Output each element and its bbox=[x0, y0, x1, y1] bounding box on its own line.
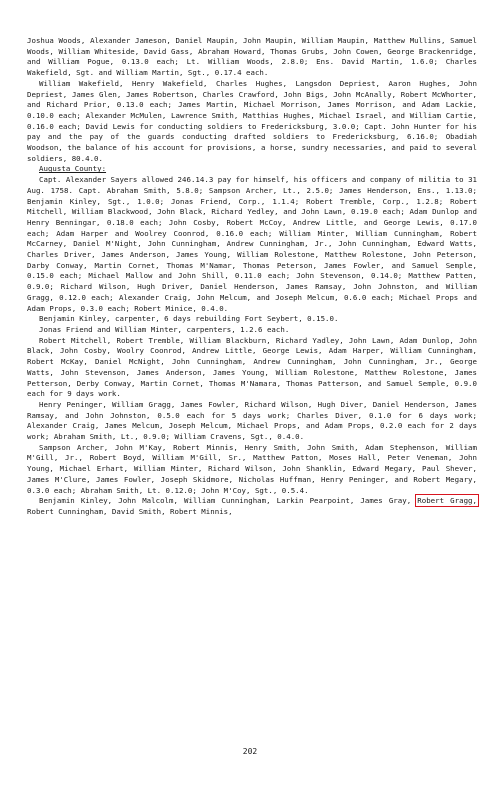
paragraph-7: Henry Peninger, William Gragg, James Fowler, Richard Wilson, Hugh Diver, Daniel Henderson, James Ramsay, and John Johnston, 0.5.0 each for 5 days work; Charles Diver, 0.1.0 for 6 days work; Alexander Craig, James Melcum, Joseph Melcum, Michael Props, and Adam Props, 0.2.0 each for 2 days work; Abraham Smith, Lt., 0.9.0; William Cravens, Sgt., 0.4.0. bbox=[27, 399, 477, 442]
section-heading-text: Augusta County: bbox=[39, 164, 107, 174]
paragraph-8: Sampson Archer, John M'Kay, Robert Minnis, Henry Smith, John Smith, Adam Stephenson, William M'Gill, Jr., Robert Boyd, William M'Gill, Sr., Matthew Patton, Moses Hall, Peter Veneman, John Young, Michael Erhart, William Minter, Richard Wilson, John Shanklin, Edward Megary, Paul Shever, James M'Clure, James Fowler, Joseph Skidmore, Nicholas Huffman, Henry Peninger, and Robert Megary, 0.3.0 each; Abraham Smith, Lt. 0.12.0; John M'Coy, Sgt., 0.5.4. bbox=[27, 442, 477, 495]
paragraph-4: Benjamin Kinley, carpenter, 6 days rebuilding Fort Seybert, 0.15.0. bbox=[39, 314, 339, 324]
paragraph-6: Robert Mitchell, Robert Tremble, William Blackburn, Richard Yadley, John Lawn, Adam Dunlop, John Black, John Cosby, Woolry Coonrod, Andrew Little, George Lewis, Adam Harper, William Cunningham, Robert McKay, Daniel McNight, John Cunningham, Andrew Cunningham, John Cunningham, Jr., George Watts, John Stevenson, James Anderson, James Young, William Rolestone, Matthew Rolestone, James Petterson, Derby Conway, Martin Cornet, Thomas M'Namara, Thomas Patterson, and Samuel Semple, 0.9.0 each for 9 days work. bbox=[27, 335, 477, 399]
paragraph-3: Capt. Alexander Sayers allowed 246.14.3 pay for himself, his officers and company of militia to 31 Aug. 1758. Capt. Abraham Smith, 5.8.0; Sampson Archer, Lt., 2.5.0; James Henderson, Ens., 1.13.0; Benjamin Kinley, Sgt., 1.0.0; Jonas Friend, Corp., 1.1.4; Robert Tremble, Corp., 1.2.8; Robert Mitchell, William Blackwood, John Black, Richard Yedley, and John Lawn, 0.19.0 each; Adam Dunlop and Henry Benningar, 0.18.0 each; John Cosby, Robert McCoy, Andrew Little, and George Lewis, 0.17.0 each; Adam Harper and Woolrey Coonrod, 0.16.0 each; William Minter, William Cunningham, Robert McCarney, Daniel M'Night, John Cunningham, Andrew Cunningham, Jr., John Cunningham, Edward Watts, Charles Driver, James Anderson, James Young, William Rolestone, Matthew Rolestone, John Peterson, Darby Conway, Martin Cornet, Thomas M'Namar, Thomas Peterson, James Fowler, and Samuel Semple, 0.15.0 each; Michael Mallow and John Shill, 0.11.0 each; John Stevenson, 0.14.0; Matthew Patten, 0.9.0; Richard Wilson, Hugh Driver, Daniel Henderson, James Ramsay, John Johnston, and William Gragg, 0.12.0 each; Alexander Craig, John Melcum, and Joseph Melcum, 0.6.0 each; Michael Props and Adam Props, 0.3.0 each; Robert Minice, 0.4.0. bbox=[27, 175, 478, 313]
paragraph-9-before: Benjamin Kinley, John Malcolm, William Cunningham, Larkin Pearpoint, James Gray, bbox=[39, 496, 418, 506]
paragraph-9 bbox=[27, 496, 477, 517]
paragraph-1: Joshua Woods, Alexander Jameson, Daniel Maupin, John Maupin, William Maupin, Matthew Mullins, Samuel Woods, William Whiteside, David Gass, Abraham Howard, Thomas Grubs, John Cowen, George Brackenridge, and William Pogue, 0.13.0 each; Lt. William Woods, 2.8.0; Ens. David Martin, 1.6.0; Charles Wakefield, Sgt. and William Martin, Sgt., 0.17.4 each. bbox=[27, 36, 477, 78]
document-body bbox=[27, 36, 477, 518]
paragraph-9-after: Robert Cunningham, David Smith, Robert Minnis, bbox=[27, 506, 233, 516]
highlighted-name-box: Robert Gragg, bbox=[417, 496, 477, 506]
page-number: 202 bbox=[242, 747, 258, 756]
paragraph-2: William Wakefield, Henry Wakefield, Charles Hughes, Langsdon Depriest, Aaron Hughes, John Depriest, James Glen, James Robertson, Charles Crawford, John Bigs, John McAnally, Robert McWhorter, and Richard Prior, 0.13.0 each; James Martin, Michael Morrison, James Morrison, and Adam Lackie, 0.10.0 each; Alexander McMulen, Lawrence Smith, Matthias Hughes, Michael Israel, and William Cartie, 0.16.0 each; David Lewis for conducting soldiers to Fredericksburg, 3.0.0; Capt. John Hunter for his pay and the pay of the guards conducting drafted soldiers to Fredericksburg, 6.16.0; Obadiah Woodson, the balance of his account for provisions, a horse, sundry necessaries, and paid to several soldiers, 80.4.0. bbox=[27, 78, 477, 163]
section-heading-augusta-county bbox=[27, 164, 477, 175]
paragraph-5: Jonas Friend and William Minter, carpenters, 1.2.6 each. bbox=[39, 324, 290, 334]
